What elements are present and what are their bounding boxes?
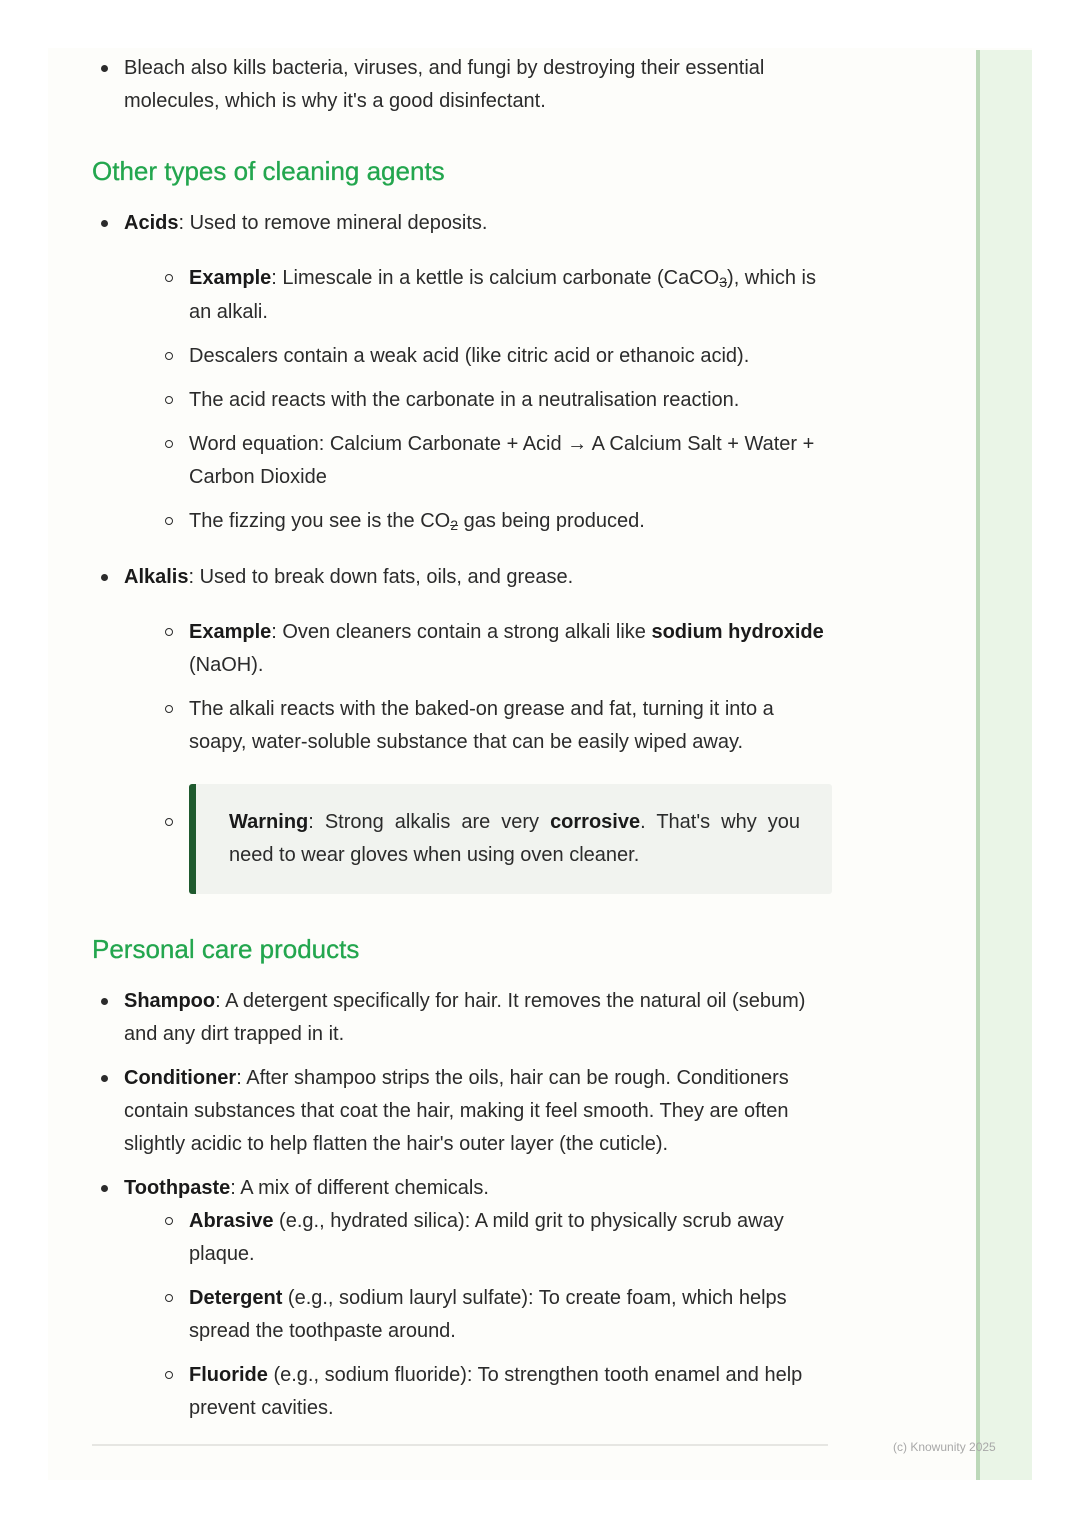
- term-alkalis: Alkalis: [124, 566, 189, 588]
- acids-description: : Used to remove mineral deposits.: [178, 212, 488, 234]
- corrosive-term: corrosive: [550, 811, 641, 833]
- acid-reaction-text: The acid reacts with the carbonate in a neutralisation reaction.: [189, 389, 740, 411]
- section-heading-personal-care: Personal care products: [92, 934, 360, 964]
- section-heading-cleaning-agents: Other types of cleaning agents: [92, 156, 445, 186]
- warning-tail: . That's why you need to wear gloves when using oven cleaner.: [229, 811, 801, 866]
- list-item: [124, 262, 832, 329]
- shampoo-text: : A detergent specifically for hair. It removes the natural oil (sebum) and any dirt trapped in it.: [124, 990, 806, 1045]
- example-label: Example: [189, 621, 272, 643]
- list-item-conditioner: [92, 1062, 832, 1161]
- acids-example-text: : Limescale in a kettle is calcium carbonate (CaCO: [271, 267, 720, 289]
- fluoride-text: (e.g., sodium fluoride): To strengthen tooth enamel and help prevent cavities.: [189, 1364, 803, 1419]
- footer-divider: [92, 1444, 828, 1446]
- acids-example-text-end: ), which is an alkali.: [189, 267, 816, 323]
- term-conditioner: Conditioner: [124, 1067, 237, 1089]
- word-equation-text: Word equation: Calcium Carbonate + Acid → A Calcium Salt + Water + Carbon Dioxide: [189, 433, 815, 488]
- list-item: [124, 1282, 832, 1348]
- alkalis-example-text: : Oven cleaners contain a strong alkali like: [271, 621, 652, 643]
- term-abrasive: Abrasive: [189, 1210, 274, 1232]
- fizz-text: The fizzing you see is the CO: [189, 510, 451, 532]
- list-item: [124, 693, 832, 759]
- list-item-toothpaste: [92, 1172, 832, 1425]
- list-item-warning: [124, 784, 832, 894]
- list-item: [124, 428, 832, 494]
- list-item: [92, 52, 832, 118]
- right-sidebar-strip: [976, 50, 1032, 1480]
- descalers-text: Descalers contain a weak acid (like citric acid or ethanoic acid).: [189, 345, 750, 367]
- term-acids: Acids: [124, 212, 179, 234]
- warning-label: Warning: [229, 811, 309, 833]
- list-item-alkalis: [92, 561, 832, 894]
- list-item: [124, 505, 832, 539]
- acids-sublist: [124, 262, 832, 539]
- warning-callout: [189, 784, 832, 894]
- toothpaste-text: : A mix of different chemicals.: [230, 1177, 489, 1199]
- list-item: [124, 384, 832, 417]
- detergent-text: (e.g., sodium lauryl sulfate): To create foam, which helps spread the toothpaste around.: [189, 1287, 787, 1342]
- abrasive-text: (e.g., hydrated silica): A mild grit to physically scrub away plaque.: [189, 1210, 784, 1265]
- list-item-acids: [92, 207, 832, 539]
- list-item: [124, 340, 832, 373]
- conditioner-text: : After shampoo strips the oils, hair can be rough. Conditioners contain substances that coat the hair, making it feel smooth. They are often slightly acidic to help flatten the hair's outer layer (the cuticle).: [124, 1067, 789, 1155]
- term-toothpaste: Toothpaste: [124, 1177, 231, 1199]
- cleaning-agents-list: [92, 207, 832, 894]
- bleach-list: [92, 52, 832, 118]
- hollow-bullet-icon: [165, 818, 173, 826]
- bleach-text: Bleach also kills bacteria, viruses, and fungi by destroying their essential molecules, which is why it's a good disinfectant.: [124, 57, 765, 112]
- warning-wrapper: [124, 784, 832, 894]
- list-item: [124, 1359, 832, 1425]
- alkalis-description: : Used to break down fats, oils, and grease.: [188, 566, 574, 588]
- document-content: [92, 52, 832, 1425]
- toothpaste-sublist: [124, 1205, 832, 1425]
- list-item: [124, 616, 832, 682]
- alkalis-example-tail: (NaOH).: [189, 654, 264, 676]
- alkalis-sublist: [124, 616, 832, 759]
- example-label: Example: [189, 267, 272, 289]
- fizz-text-end: gas being produced.: [458, 510, 645, 532]
- list-item-shampoo: [92, 985, 832, 1051]
- term-fluoride: Fluoride: [189, 1364, 268, 1386]
- term-detergent: Detergent: [189, 1287, 283, 1309]
- copyright-footer: (c) Knowunity 2025: [893, 1440, 996, 1454]
- subscript: 3: [719, 274, 728, 290]
- term-shampoo: Shampoo: [124, 990, 216, 1012]
- list-item: [124, 1205, 832, 1271]
- alkali-reaction-text: The alkali reacts with the baked-on grease and fat, turning it into a soapy, water-soluble substance that can be easily wiped away.: [189, 698, 774, 753]
- sodium-hydroxide-term: sodium hydroxide: [651, 621, 824, 643]
- personal-care-list: [92, 985, 832, 1425]
- subscript: 2: [450, 517, 459, 533]
- warning-text: : Strong alkalis are very: [308, 811, 551, 833]
